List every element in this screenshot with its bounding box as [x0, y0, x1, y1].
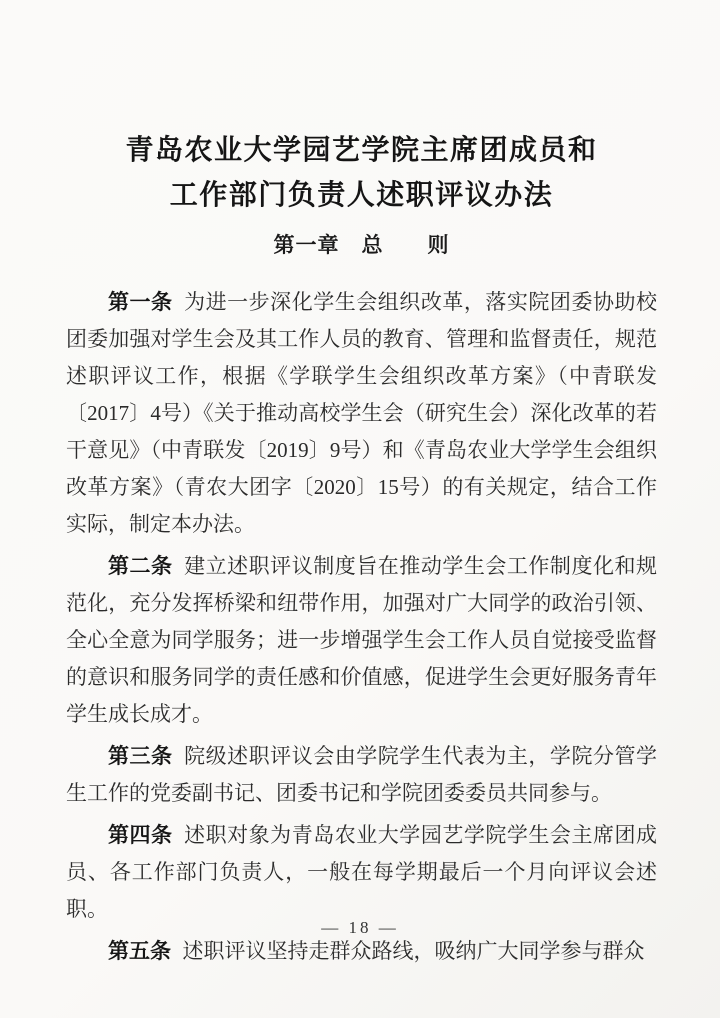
page-number-footer: — 18 — — [321, 918, 399, 937]
paragraph-article-1 — [66, 284, 657, 543]
paragraph-article-4 — [66, 817, 657, 928]
paragraph-label: 第一条 — [108, 291, 173, 314]
chapter-heading: 第一章 总 则 — [273, 234, 450, 257]
document-body — [66, 284, 657, 970]
paragraph-article-3 — [66, 738, 657, 812]
document-title-line-2: 工作部门负责人述职评议办法 — [169, 179, 554, 210]
paragraph-label: 第四条 — [108, 824, 173, 847]
paragraph-text: 为进一步深化学生会组织改革，落实院团委协助校团委加强对学生会及其工作人员的教育、管理和监督责任，规范述职评议工作，根据《学联学生会组织改革方案》（中青联发〔2017〕4号）《关于推动高校学生会（研究生会）深化改革的若干意见》（中青联发〔2019〕9号）和《青岛农业大学学生会组织改革方案》（青农大团字〔2020〕15号）的有关规定，结合工作实际，制定本办法。 — [66, 290, 658, 536]
paragraph-text: 述职对象为青岛农业大学园艺学院学生会主席团成员、各工作部门负责人，一般在每学期最后一个月向评议会述职。 — [66, 823, 658, 921]
paragraph-label: 第五条 — [108, 940, 171, 963]
document-title-line-1: 青岛农业大学园艺学院主席团成员和 — [125, 134, 598, 165]
paragraph-article-5 — [66, 933, 657, 970]
paragraph-article-2 — [66, 548, 657, 733]
paragraph-text: 院级述职评议会由学院学生代表为主，学院分管学生工作的党委副书记、团委书记和学院团委委员共同参与。 — [66, 744, 658, 805]
document-title — [66, 127, 657, 217]
paragraph-text: 述职评议坚持走群众路线，吸纳广大同学参与群众 — [182, 939, 645, 963]
paragraph-label: 第二条 — [108, 555, 173, 578]
paragraph-text: 建立述职评议制度旨在推动学生会工作制度化和规范化，充分发挥桥梁和纽带作用，加强对广大同学的政治引领、全心全意为同学服务；进一步增强学生会工作人员自觉接受监督的意识和服务同学的责任感和价值感，促进学生会更好服务青年学生成长成才。 — [66, 554, 658, 726]
paragraph-label: 第三条 — [108, 745, 173, 768]
